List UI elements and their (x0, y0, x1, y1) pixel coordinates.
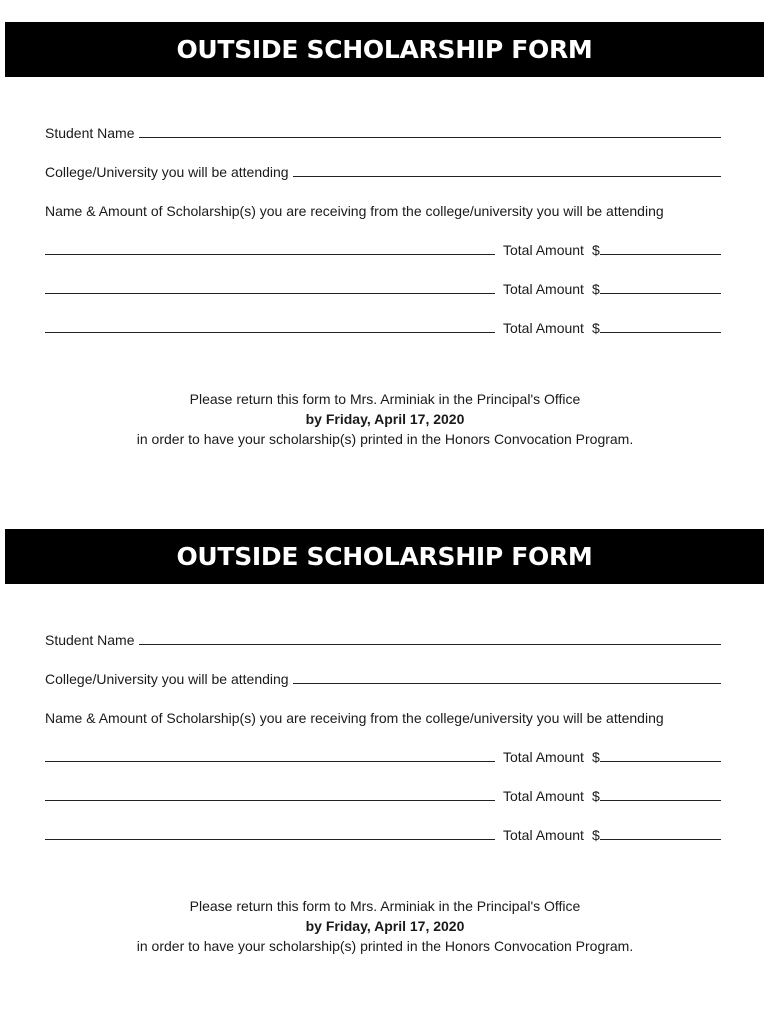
return-instructions: Please return this form to Mrs. Arminiak in the Principal's Office (189, 898, 581, 914)
scholarship-instructions-row (45, 199, 721, 219)
deadline-text: by Friday, April 17, 2020 (305, 411, 465, 427)
return-instructions: Please return this form to Mrs. Arminiak in the Principal's Office (189, 391, 581, 407)
currency-symbol: $ (591, 788, 600, 804)
student-name-field[interactable] (139, 137, 722, 138)
college-label: College/University you will be attending (45, 164, 289, 180)
college-row (45, 667, 721, 687)
scholarship-name-field[interactable] (45, 800, 495, 801)
total-amount-field[interactable] (600, 761, 721, 762)
currency-symbol: $ (591, 281, 600, 297)
total-amount-field[interactable] (600, 800, 721, 801)
student-name-row (45, 628, 721, 648)
scholarship-entry-row (45, 316, 721, 336)
program-note: in order to have your scholarship(s) printed in the Honors Convocation Program. (136, 431, 634, 447)
form-title-bar (5, 529, 764, 584)
scholarship-entry-row (45, 277, 721, 297)
form-title-bar (5, 22, 764, 77)
currency-symbol: $ (591, 320, 600, 336)
student-name-label: Student Name (45, 632, 135, 648)
total-amount-field[interactable] (600, 332, 721, 333)
student-name-label: Student Name (45, 125, 135, 141)
scholarship-name-field[interactable] (45, 332, 495, 333)
program-note: in order to have your scholarship(s) printed in the Honors Convocation Program. (136, 938, 634, 954)
currency-symbol: $ (591, 242, 600, 258)
currency-symbol: $ (591, 749, 600, 765)
total-amount-field[interactable] (600, 839, 721, 840)
scholarship-name-field[interactable] (45, 839, 495, 840)
scholarship-entry-row (45, 784, 721, 804)
college-field[interactable] (293, 683, 721, 684)
scholarship-name-field[interactable] (45, 761, 495, 762)
form-title: OUTSIDE SCHOLARSHIP FORM (176, 542, 593, 571)
student-name-field[interactable] (139, 644, 722, 645)
total-amount-field[interactable] (600, 254, 721, 255)
student-name-row (45, 121, 721, 141)
scholarship-entry-row (45, 823, 721, 843)
total-amount-label: Total Amount (503, 281, 584, 297)
scholarship-entry-row (45, 745, 721, 765)
college-field[interactable] (293, 176, 721, 177)
total-amount-label: Total Amount (503, 827, 584, 843)
scholarship-name-field[interactable] (45, 293, 495, 294)
total-amount-label: Total Amount (503, 788, 584, 804)
total-amount-label: Total Amount (503, 242, 584, 258)
scholarship-instructions-row (45, 706, 721, 726)
college-row (45, 160, 721, 180)
scholarship-name-field[interactable] (45, 254, 495, 255)
total-amount-field[interactable] (600, 293, 721, 294)
scholarship-label: Name & Amount of Scholarship(s) you are receiving from the college/university you will be attending (45, 203, 664, 219)
currency-symbol: $ (591, 827, 600, 843)
form-title: OUTSIDE SCHOLARSHIP FORM (176, 35, 593, 64)
scholarship-entry-row (45, 238, 721, 258)
deadline-text: by Friday, April 17, 2020 (305, 918, 465, 934)
total-amount-label: Total Amount (503, 320, 584, 336)
total-amount-label: Total Amount (503, 749, 584, 765)
college-label: College/University you will be attending (45, 671, 289, 687)
scholarship-label: Name & Amount of Scholarship(s) you are receiving from the college/university you will be attending (45, 710, 664, 726)
